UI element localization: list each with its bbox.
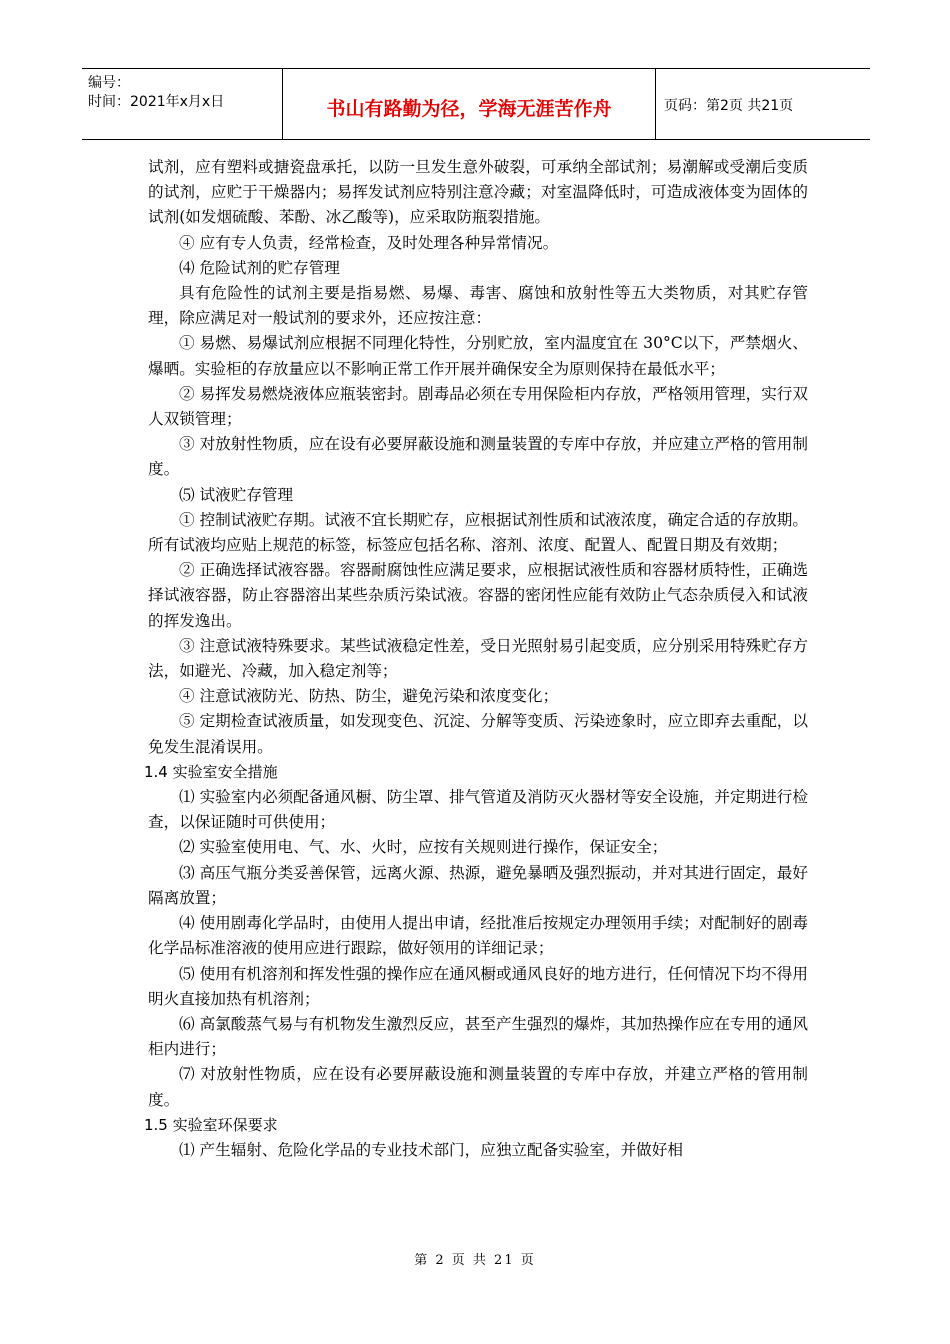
document-number-label: 编号： [88, 75, 130, 91]
list-item: ⑶ 高压气瓶分类妥善保管，远离火源、热源，避免暴晒及强烈振动，并对其进行固定，最好隔离放置； [148, 863, 808, 907]
paragraph: ③ 注意试液特殊要求。某些试液稳定性差，受日光照射易引起变质，应分别采用特殊贮存方法，如避光、冷藏，加入稳定剂等； [148, 636, 808, 681]
document-time-label: 时间：2021年x月x日 [88, 94, 225, 110]
paragraph: ② 正确选择试液容器。容器耐腐蚀性应满足要求，应根据试液性质和容器材质特性，正确选择试液容器，防止容器溶出某些杂质污染试液。容器的密闭性应能有效防止气态杂质侵入和试液的挥发逸出。 [148, 561, 808, 630]
paragraph: ④ 注意试液防光、防热、防尘，避免污染和浓度变化； [179, 687, 559, 706]
page-footer: 第 2 页 共 21 页 [414, 1253, 536, 1268]
paragraph: ① 控制试液贮存期。试液不宜长期贮存，应根据试剂性质和试液浓度，确定合适的存放期。所有试液均应贴上规范的标签，标签应包括名称、溶剂、浓度、配置人、配置日期及有效期； [148, 510, 808, 555]
list-item: ⑴ 实验室内必须配备通风橱、防尘罩、排气管道及消防灭火器材等安全设施，并定期进行检查，以保证随时可供使用； [148, 788, 808, 832]
list-item: ⑹ 高氯酸蒸气易与有机物发生激烈反应，甚至产生强烈的爆炸，其加热操作应在专用的通风柜内进行； [148, 1014, 808, 1059]
paragraph: ③ 对放射性物质，应在设有必要屏蔽设施和测量装置的专库中存放，并应建立严格的管用制度。 [148, 435, 808, 479]
paragraph: ② 易挥发易燃烧液体应瓶装密封。剧毒品必须在专用保险柜内存放，严格领用管理，实行双人双锁管理； [148, 384, 808, 429]
paragraph: ④ 应有专人负责，经常检查，及时处理各种异常情况。 [179, 233, 559, 252]
list-item: ⑺ 对放射性物质，应在设有必要屏蔽设施和测量装置的专库中存放，并建立严格的管用制度。 [148, 1065, 808, 1109]
list-item: ⑵ 实验室使用电、气、水、火时，应按有关规则进行操作，保证安全； [179, 838, 668, 857]
section-heading-1-5: 1.5 实验室环保要求 [144, 1115, 278, 1134]
paragraph: ⑤ 定期检查试液质量，如发现变色、沉淀、分解等变质、污染迹象时，应立即弃去重配，以免发生混淆误用。 [148, 712, 808, 756]
list-item: ⑸ 使用有机溶剂和挥发性强的操作应在通风橱或通风良好的地方进行，任何情况下均不得用明火直接加热有机溶剂； [148, 964, 808, 1008]
list-item: ⑴ 产生辐射、危险化学品的专业技术部门，应独立配备实验室，并做好相 [179, 1140, 683, 1159]
header-meta [82, 69, 283, 139]
list-item: ⑷ 使用剧毒化学品时，由使用人提出申请，经批准后按规定办理领用手续；对配制好的剧毒化学品标准溶液的使用应进行跟踪，做好领用的详细记录； [148, 914, 808, 958]
paragraph: ⑷ 危险试剂的贮存管理 [179, 258, 340, 277]
header-page-code: 页码：第2页 共21页 [664, 98, 794, 114]
paragraph: 试剂，应有塑料或搪瓷盘承托，以防一旦发生意外破裂，可承纳全部试剂；易潮解或受潮后变质的试剂，应贮于干燥器内；易挥发试剂应特别注意冷藏；对室温降低时，可造成液体变为固体的试剂(如发烟硫酸、苯酚、冰乙酸等)，应采取防瓶裂措施。 [148, 158, 808, 227]
section-heading-1-4: 1.4 实验室安全措施 [144, 762, 278, 781]
paragraph: ⑸ 试液贮存管理 [179, 485, 294, 504]
paragraph: ① 易燃、易爆试剂应根据不同理化特性，分别贮放，室内温度宜在 30°C以下，严禁烟火、爆晒。实验柜的存放量应以不影响正常工作开展并确保安全为原则保持在最低水平； [148, 334, 808, 378]
document-body [144, 155, 808, 1163]
paragraph: 具有危险性的试剂主要是指易燃、易爆、毒害、腐蚀和放射性等五大类物质，对其贮存管理，除应满足对一般试剂的要求外，还应按注意： [148, 284, 808, 328]
page-header [82, 68, 870, 140]
header-motto: 书山有路勤为径，学海无涯苦作舟 [283, 69, 656, 139]
